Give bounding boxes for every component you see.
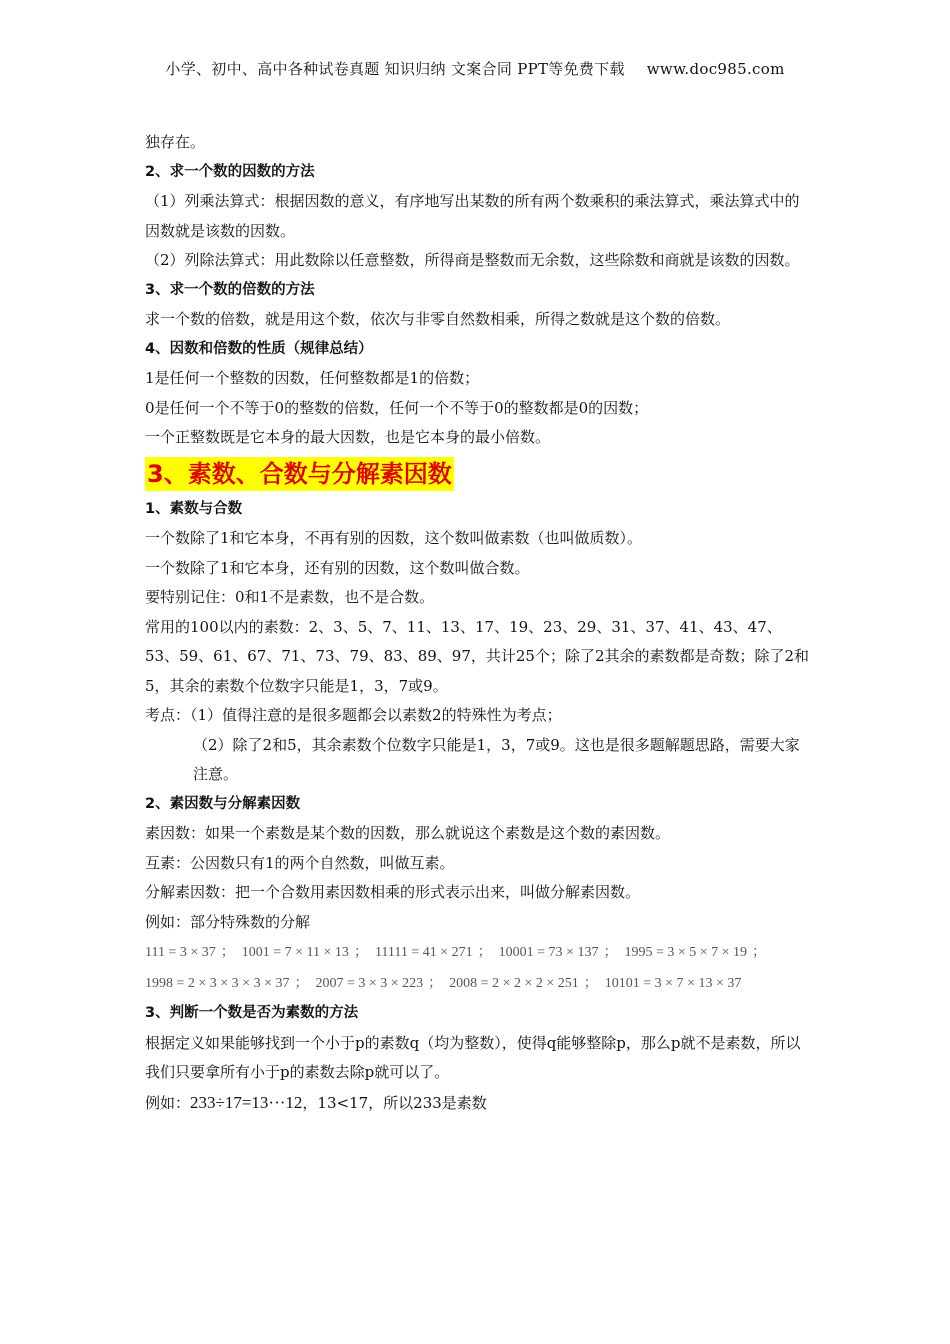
- subheading: 4、因数和倍数的性质（规律总结）: [145, 340, 373, 357]
- section-factors-multiples: [145, 128, 810, 453]
- paragraph: 素因数：如果一个素数是某个数的因数，那么就说这个素数是这个数的素因数。: [145, 824, 671, 842]
- paragraph: 1是任何一个整数的因数，任何整数都是1的倍数；: [145, 369, 480, 387]
- math-line-1: [145, 937, 810, 968]
- section-prime-test: [145, 999, 810, 1088]
- subheading: 1、素数与合数: [145, 500, 243, 517]
- separator: ；: [603, 945, 618, 960]
- subheading: 2、求一个数的因数的方法: [145, 163, 315, 180]
- factorization: 1995 = 3 × 5 × 7 × 19: [624, 945, 748, 960]
- paragraph: 考点：（1）值得注意的是很多题都会以素数2的特殊性为考点；: [145, 706, 562, 724]
- factorization: 11111 = 41 × 271: [374, 945, 473, 960]
- example-expression: 233÷17=13···12: [190, 1092, 303, 1112]
- factorization: 2007 = 3 × 3 × 223: [315, 976, 424, 991]
- paragraph: 一个数除了1和它本身，不再有别的因数，这个数叫做素数（也叫做质数）。: [145, 529, 643, 547]
- factorization: 10101 = 3 × 7 × 13 × 37: [604, 976, 742, 991]
- section-title: 3、素数、合数与分解素因数: [145, 457, 454, 491]
- subheading: 2、素因数与分解素因数: [145, 795, 301, 812]
- paragraph: 例如：部分特殊数的分解: [145, 912, 311, 931]
- paragraph: 常用的100以内的素数：2、3、5、7、11、13、17、19、23、29、31、37、41、43、47、53、59、61、67、71、73、79、83、89、97，共计25个；除了2其余的素数都是奇数；除了2和5，其余的素数个位数字只能是1，3，7或9。: [145, 617, 810, 695]
- paragraph: 要特别记住：0和1不是素数，也不是合数。: [145, 588, 435, 606]
- paragraph: 分解素因数：把一个合数用素因数相乘的形式表示出来，叫做分解素因数。: [145, 883, 641, 901]
- example-suffix: ，13<17，所以233是素数: [302, 1093, 487, 1112]
- header-url[interactable]: www.doc985.com: [646, 60, 785, 78]
- separator: ；: [294, 976, 309, 991]
- document-body: [145, 128, 810, 1118]
- paragraph: 互素：公因数只有1的两个自然数，叫做互素。: [145, 853, 455, 872]
- paragraph: 根据定义如果能够找到一个小于p的素数q（均为整数），使得q能够整除p，那么p就不是素数，所以我们只要拿所有小于p的素数去除p就可以了。: [145, 1033, 801, 1081]
- paragraph: （2）列除法算式：用此数除以任意整数，所得商是整数而无余数，这些除数和商就是该数的因数。: [145, 251, 800, 269]
- factorization: 111 = 3 × 37: [145, 945, 216, 960]
- example-line: [145, 1088, 810, 1119]
- factorization: 10001 = 73 × 137: [498, 945, 599, 960]
- separator: ；: [353, 945, 368, 960]
- example-prefix: 例如：: [145, 1093, 191, 1112]
- paragraph: 独存在。: [145, 133, 206, 151]
- paragraph: 一个正整数既是它本身的最大因数，也是它本身的最小倍数。: [145, 428, 551, 446]
- separator: ；: [220, 945, 235, 960]
- paragraph: （2）除了2和5，其余素数个位数字只能是1，3，7或9。这也是很多题解题思路，需要大家注意。: [193, 735, 800, 783]
- paragraph: 一个数除了1和它本身，还有别的因数，这个数叫做合数。: [145, 558, 530, 577]
- factorization: 1998 = 2 × 3 × 3 × 3 × 37: [145, 976, 290, 991]
- separator: ；: [752, 945, 767, 960]
- paragraph: 0是任何一个不等于0的整数的倍数，任何一个不等于0的整数都是0的因数；: [145, 398, 649, 417]
- separator: ；: [477, 945, 492, 960]
- paragraph: 求一个数的倍数，就是用这个数，依次与非零自然数相乘，所得之数就是这个数的倍数。: [145, 310, 731, 328]
- paragraph: （1）列乘法算式：根据因数的意义，有序地写出某数的所有两个数乘积的乘法算式，乘法算式中的因数就是该数的因数。: [145, 192, 800, 240]
- separator: ；: [583, 976, 598, 991]
- subheading: 3、判断一个数是否为素数的方法: [145, 1005, 359, 1021]
- factorization: 2008 = 2 × 2 × 2 × 251: [449, 976, 579, 991]
- section-primes: [145, 495, 810, 938]
- separator: ；: [428, 976, 443, 991]
- factorization: 1001 = 7 × 11 × 13: [241, 945, 349, 960]
- header-text: 小学、初中、高中各种试卷真题 知识归纳 文案合同 PPT等免费下载: [165, 60, 625, 78]
- subheading: 3、求一个数的倍数的方法: [145, 281, 315, 298]
- math-line-2: [145, 968, 810, 999]
- page-header: [0, 58, 950, 79]
